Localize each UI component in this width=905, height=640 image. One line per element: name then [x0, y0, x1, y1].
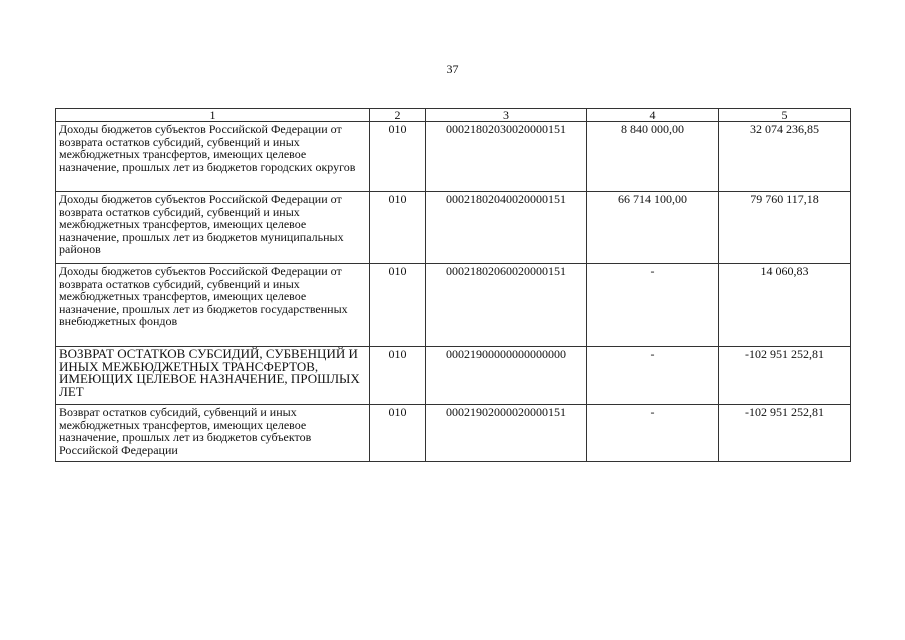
line-code: 010: [370, 122, 426, 192]
amount-column-5: 14 060,83: [719, 264, 851, 347]
column-number-4: 4: [587, 109, 719, 122]
line-code: 010: [370, 405, 426, 462]
income-name: Доходы бюджетов субъектов Российской Федерации от возврата остатков субсидий, субвенций и иных межбюджетных трансфертов, имеющих целевое назначение, прошлых лет из бюджетов муниципальных районов: [56, 192, 370, 264]
budget-code: 00021802060020000151: [426, 264, 587, 347]
budget-code: 00021900000000000000: [426, 347, 587, 405]
budget-code: 00021802040020000151: [426, 192, 587, 264]
column-number-1: 1: [56, 109, 370, 122]
budget-code: 00021802030020000151: [426, 122, 587, 192]
amount-column-4: 66 714 100,00: [587, 192, 719, 264]
amount-column-4: -: [587, 264, 719, 347]
amount-column-5: -102 951 252,81: [719, 347, 851, 405]
budget-code: 00021902000020000151: [426, 405, 587, 462]
amount-column-5: -102 951 252,81: [719, 405, 851, 462]
amount-column-5: 32 074 236,85: [719, 122, 851, 192]
table-row: [56, 264, 851, 347]
income-name: Доходы бюджетов субъектов Российской Федерации от возврата остатков субсидий, субвенций и иных межбюджетных трансфертов, имеющих целевое назначение, прошлых лет из бюджетов государственных внебюджетных фондов: [56, 264, 370, 347]
amount-column-4: -: [587, 405, 719, 462]
column-number-3: 3: [426, 109, 587, 122]
amount-column-4: -: [587, 347, 719, 405]
column-number-row: [56, 109, 851, 122]
column-number-2: 2: [370, 109, 426, 122]
income-name: Доходы бюджетов субъектов Российской Федерации от возврата остатков субсидий, субвенций и иных межбюджетных трансфертов, имеющих целевое назначение, прошлых лет из бюджетов городских округов: [56, 122, 370, 192]
table-row: [56, 122, 851, 192]
line-code: 010: [370, 264, 426, 347]
table-row: [56, 405, 851, 462]
line-code: 010: [370, 347, 426, 405]
income-name: Возврат остатков субсидий, субвенций и иных межбюджетных трансфертов, имеющих целевое назначение, прошлых лет из бюджетов субъектов Российской Федерации: [56, 405, 370, 462]
report-table: [55, 108, 851, 462]
line-code: 010: [370, 192, 426, 264]
amount-column-4: 8 840 000,00: [587, 122, 719, 192]
income-name: ВОЗВРАТ ОСТАТКОВ СУБСИДИЙ, СУБВЕНЦИЙ И ИНЫХ МЕЖБЮДЖЕТНЫХ ТРАНСФЕРТОВ, ИМЕЮЩИХ ЦЕЛЕВОЕ НАЗНАЧЕНИЕ, ПРОШЛЫХ ЛЕТ: [56, 347, 370, 405]
page-number: 37: [446, 62, 459, 76]
column-number-5: 5: [719, 109, 851, 122]
table-row: [56, 347, 851, 405]
table-row: [56, 192, 851, 264]
amount-column-5: 79 760 117,18: [719, 192, 851, 264]
